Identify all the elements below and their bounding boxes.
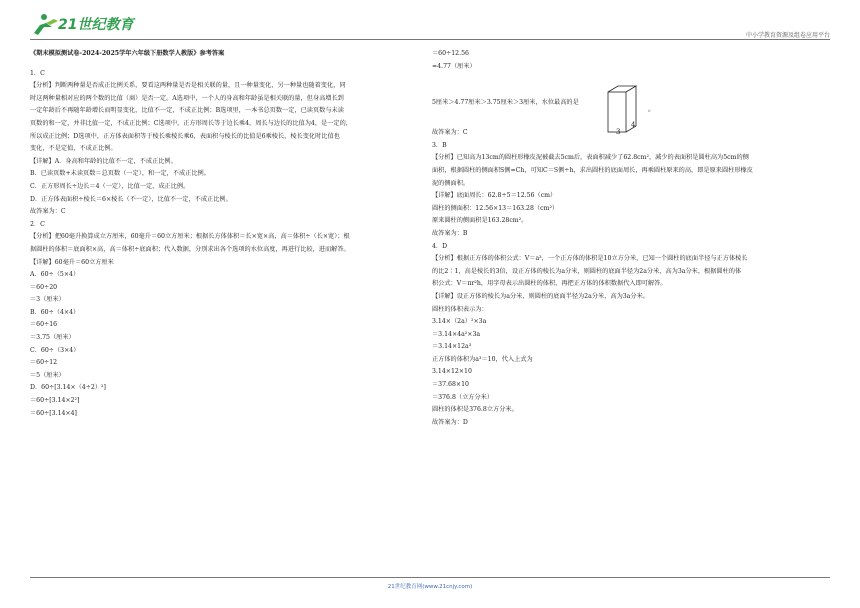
- answer-line: 面积，根据圆柱的侧面积S侧=Ch，可知C＝S侧÷h，求出圆柱的底面周长，再乘圆柱原来的高，即是原来圆柱形橡皮: [432, 166, 753, 174]
- right-answer-lines-top: [432, 48, 830, 73]
- answer-line: ＝3.14×4a²×3a: [432, 330, 481, 338]
- right-answer-lines-bottom: [432, 127, 830, 429]
- answer-line: 【详解】设正方体的棱长为a分米，则圆柱的底面半径为2a分米，高为3a分米。: [432, 292, 649, 300]
- document-title: 《期末模拟测试卷-2024-2025学年六年级下册数学人教版》参考答案: [30, 50, 225, 57]
- answer-line: 故答案为：C: [30, 208, 66, 216]
- answer-line: 1．C: [30, 69, 45, 77]
- answer-line: ＝5（厘米）: [30, 371, 65, 379]
- answer-line: 变化，不是定值，不成正比例。: [30, 145, 117, 153]
- answer-line: 2．C: [30, 220, 45, 228]
- answer-line: 时这两种量相对应的两个数的比值（商）是否一定。A选项中，一个人的身高和年龄虽是相关联的量，但身高增长到: [30, 94, 344, 102]
- answer-line: B．60÷（4×4）: [30, 308, 80, 316]
- answer-line: 原来圆柱的侧面积是163.28cm²。: [432, 217, 528, 225]
- answer-line: 3.14×12×10: [432, 368, 472, 376]
- answer-line: 页数的和一定，并非比值一定，不成正比例；C选项中，正方形周长等于边长乘4，周长与边长的比值为4，是一定的，: [30, 119, 352, 127]
- header-divider: [30, 39, 830, 40]
- answer-line: 【详解】底面周长：62.8÷5＝12.56（cm）: [432, 192, 557, 200]
- answer-line: ＝60÷16: [30, 321, 58, 329]
- answer-line: 【详解】A．身高和年龄的比值不一定，不成正比例。: [30, 157, 177, 165]
- answer-line: 故答案为：D: [432, 418, 468, 426]
- answer-line: 【分析】把60毫升换算成立方厘米，60毫升＝60立方厘米；根据长方体体积＝长×宽×高，高＝体积÷（长×宽）；根: [30, 233, 350, 241]
- answer-line: D．正方体表面积÷棱长＝6×棱长（不一定），比值不一定，不成正比例。: [30, 195, 232, 203]
- logo-text: 21世纪教育: [58, 17, 134, 33]
- footer-text: 21世纪教育网(www.21cnjy.com): [387, 584, 473, 590]
- answer-line: 圆柱的体积表示为：: [432, 305, 488, 313]
- cuboid-figure: [606, 84, 646, 136]
- answer-line: 【分析】已知高为13cm的圆柱形橡皮泥被截去5cm后，表面积减少了62.8cm²，减少的表面积是圆柱高为5cm的侧: [432, 154, 749, 162]
- answer-line: 据圆柱的体积＝底面积×高，高＝体积÷底面积；代入数据，分别求出各个选项的水位高度，再进行比较，进而解答。: [30, 245, 350, 253]
- answer-line: 所以成正比例；D选项中，正方体表面积等于棱长乘棱长乘6，表面积与棱长的比值是6乘棱长，棱长变化时比值也: [30, 132, 340, 140]
- left-answer-lines: [30, 68, 418, 421]
- answer-line: 的比2∶1，高是棱长的3倍，设正方体的棱长为a分米，则圆柱的底面半径为2a分米，高为3a分米，根据圆柱的体: [432, 267, 742, 275]
- answer-line: A．60÷（5×4）: [30, 271, 80, 279]
- answer-line: 故答案为：C: [432, 129, 468, 137]
- answer-line: B．已读页数+未读页数＝总页数（一定），和一定，不成正比例。: [30, 170, 210, 178]
- answer-line: ＝60÷[3.14×2²]: [30, 397, 80, 405]
- answer-line: C．正方形周长÷边长＝4（一定），比值一定，成正比例。: [30, 182, 190, 190]
- left-column: [30, 48, 418, 420]
- answer-line: ＝3.14×12a³: [432, 343, 472, 351]
- answer-line: D．60÷[3.14×（4÷2）²]: [30, 384, 106, 392]
- answer-line: 【详解】60毫升＝60立方厘米: [30, 258, 114, 266]
- answer-line: ＝60÷20: [30, 283, 58, 291]
- answer-line: ＝60÷12.56: [432, 50, 469, 57]
- answer-line: ＝3（厘米）: [30, 296, 65, 304]
- answer-line: 一定年龄后不再随年龄增长而明显变化，比值不一定，不成正比例；B选项里，一本书总页数一定，已读页数与未读: [30, 107, 344, 115]
- answer-line: 3.14×（2a）²×3a: [432, 318, 487, 326]
- answer-line: ＝60÷12: [30, 359, 58, 367]
- answer-line: 3．B: [432, 141, 447, 149]
- answer-line: 【分析】判断两种量是否成正比例关系，要看这两种量是否是相关联的量，且一种量变化，另一种量也随着变化，同: [30, 82, 346, 90]
- answer-line: 积公式：V＝πr²h，用字母表示出圆柱的体积，再把正方体的体积数据代入即可解答。: [432, 280, 667, 288]
- cuboid-label-depth: 4: [631, 121, 636, 129]
- answer-line: ＝37.68×10: [432, 381, 469, 389]
- sentence-end: 。: [648, 105, 655, 113]
- answer-line: ＝60÷[3.14×4]: [30, 409, 77, 417]
- answer-line: 【分析】根据正方体的体积公式：V＝a³，一个正方体的体积是10立方分米，已知一个圆柱的底面半径与正方体棱长: [432, 255, 748, 263]
- answer-line: ＝376.8（立方分米）: [432, 393, 494, 401]
- answer-line: 泥的侧面积。: [432, 179, 470, 187]
- answer-line: 正方体的体积为a³＝10，代入上式为: [432, 355, 533, 363]
- answer-line: ≈4.77（厘米）: [432, 62, 476, 70]
- page-header: [0, 0, 860, 44]
- answer-line: 圆柱的体积是376.8立方分米。: [432, 406, 518, 414]
- answer-line: ＝3.75（厘米）: [30, 334, 75, 342]
- compare-text: 5厘米＞4.77厘米＞3.75厘米＞3厘米，水位最高的是: [432, 99, 579, 107]
- cuboid-label-width: 3: [616, 128, 621, 136]
- platform-text: 中小学教育资源及组卷应用平台: [745, 32, 830, 39]
- answer-line: 圆柱的侧面积：12.56×13＝163.28（cm²）: [432, 204, 559, 212]
- answer-line: C．60÷（3×4）: [30, 346, 80, 354]
- answer-line: 4．D: [432, 242, 448, 250]
- answer-line: 故答案为：B: [432, 229, 468, 237]
- footer-divider: [30, 577, 830, 578]
